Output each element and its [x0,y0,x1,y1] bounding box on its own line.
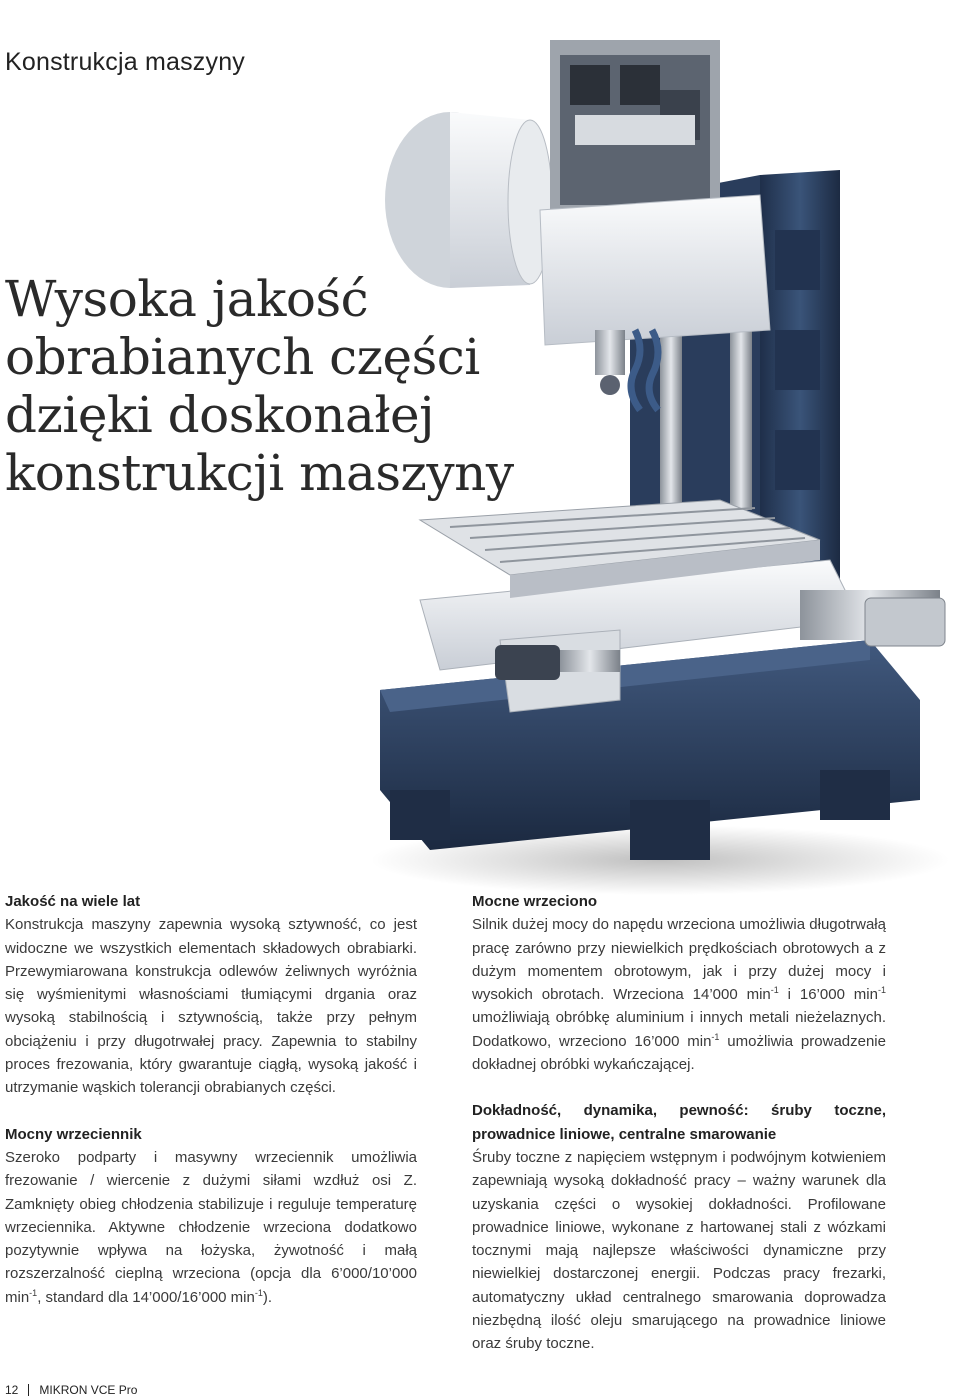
text-fragment: , standard dla 14’000/16’000 min [37,1288,255,1306]
paragraph-quality: Konstrukcja maszyny zapewnia wysoką sztywność, co jest widoczne we wszystkich elementach składowych obrabiarki. Przewymiarowana konstrukcja odlewów żeliwnych wyróżnia się wyśmienitymi własnościami tłumiącymi drgania oraz wysoką stabilnością i sztywnością, także przy pełnym obciążeniu i przy długotrwałej pracy. Zapewnia to stabilny proces frezowania, który gwarantuje ciągłą, wysoką jakość i utrzymanie wąskich tolerancji obrabianych części. [5,916,417,1097]
paragraph-spindle [472,913,886,1076]
superscript: -1 [877,985,886,996]
heading-spindle: Mocne wrzeciono [472,893,598,910]
heading-spindle-housing: Mocny wrzeciennik [5,1125,142,1143]
text-fragment: i 16’000 min [778,986,878,1004]
footer-divider [28,1384,29,1396]
headline-line-4: konstrukcji maszyny [5,444,514,502]
headline-line-2: obrabianych części [5,328,480,386]
headline-line-3: dzięki doskonałej [5,386,435,444]
text-fragment: umożliwia prowadzenie dokładnej obróbki wykańczającej. [472,1032,886,1074]
section-label: Konstrukcja maszyny [5,48,245,76]
paragraph-precision: Śruby toczne z napięciem wstępnym i podwójnym kotwieniem zapewniają wysoką dokładność pracy – ważny warunek dla uzyskania części o wysokiej dokładności. Profilowane prowadnice liniowe, wykonane z hartowanej stali z wózkami tocznymi mają najlepsze właściwości dynamiczne przy niewielkiej dostarczonej energii. Podczas pracy frezarki, automatyczny układ centralnego smarowania doprowadza niezbędną ilość oleju smarującego na prowadnice liniowe oraz śruby toczne. [472,1148,886,1353]
superscript: -1 [254,1287,263,1298]
text-fragment: umożliwiają obróbkę aluminium i innych metali nieżelaznych. Dodatkowo, wrzeciono 16’000 min [472,1009,886,1050]
page-number: 12 [5,1383,19,1397]
text-fragment: Silnik dużej mocy do napędu wrzeciona umożliwia długotrwałą pracę zarówno przy niewielkich prędkościach obrotowych a z dużym momentem obrotowym, jak i przy dużej mocy i wysokich obrotach. Wrzeciona 14’000 min [472,916,886,1004]
heading-precision: Dokładność, dynamika, pewność: śruby toczne, prowadnice liniowe, centralne smarowanie [472,1102,886,1143]
heading-quality: Jakość na wiele lat [5,893,141,910]
text-fragment: Szeroko podparty i masywny wrzeciennik umożliwia frezowanie / wiercenie z dużymi siłami wzdłuż osi Z. Zamknięty obieg chłodzenia stabilizuje i reguluje temperaturę wrzeciennika. Aktywne chłodzenie wrzeciona dodatkowo pozytywnie wpływa na łożyska, żywotność i małą rozszerzalność cieplną wrzeciona (opcja dla 6’000/10’000 min [5,1148,417,1306]
product-name: MIKRON VCE Pro [39,1383,138,1397]
paragraph-spindle-housing [5,1146,417,1309]
tool-changer [385,112,552,288]
right-column [472,890,886,1356]
superscript: -1 [711,1031,720,1042]
machine-illustration [360,0,960,900]
superscript: -1 [770,985,779,996]
superscript: -1 [29,1287,38,1298]
headline-line-1: Wysoka jakość [5,270,369,328]
machine-base [380,640,920,860]
text-fragment: ). [262,1288,273,1306]
left-column [5,890,417,1309]
page-footer [5,1383,137,1397]
